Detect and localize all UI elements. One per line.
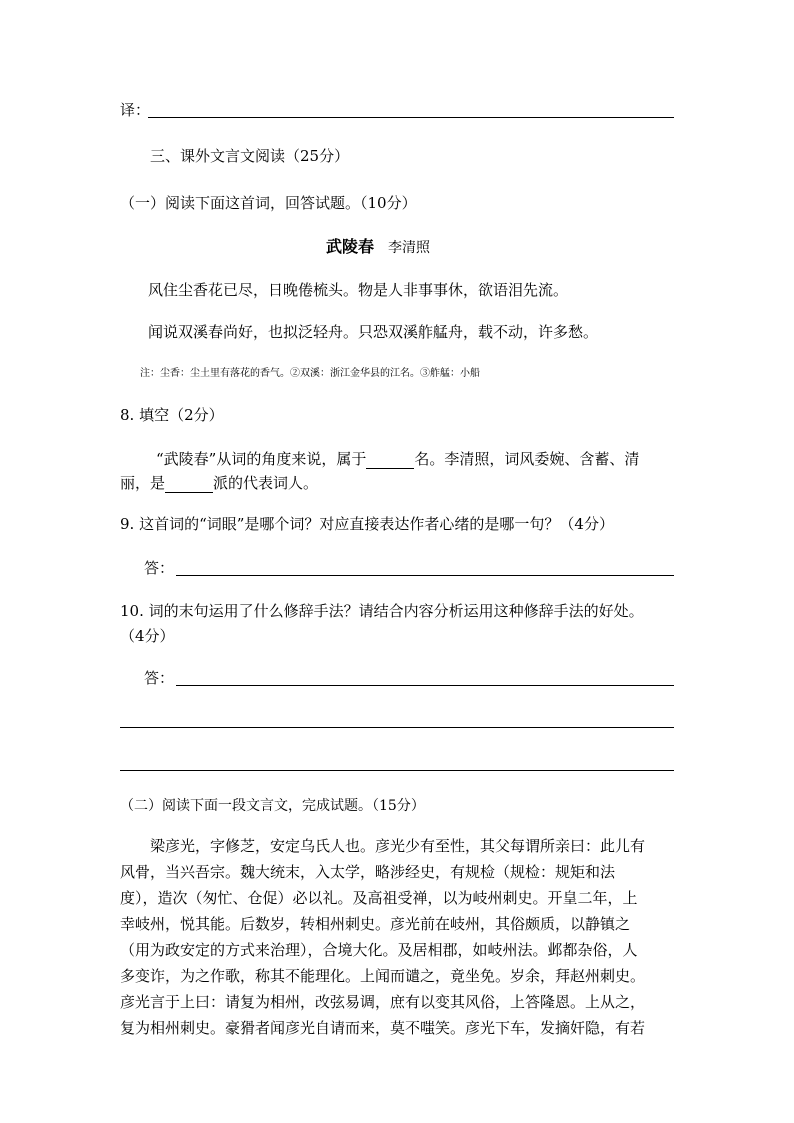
passage-line: 风骨，当兴吾宗。魏大统末，入太学，略涉经史，有规检（规检：规矩和法: [120, 863, 616, 881]
question-10-title: 10. 词的末句运用了什么修辞手法？请结合内容分析运用这种修辞手法的好处。: [120, 602, 644, 620]
question-10-answer-line[interactable]: [120, 727, 674, 728]
q8-text-a: “武陵春”从词的角度来说，属于: [156, 450, 367, 468]
question-10-answer-line[interactable]: [176, 685, 674, 686]
translation-answer-line: [148, 117, 674, 118]
passage-line: 梁彦光，字修芝，安定乌氏人也。彦光少有至性，其父每谓所亲曰：此儿有: [150, 837, 646, 855]
poem-note: 注：尘香：尘土里有落花的香气。②双溪：浙江金华县的江名。③舴艋：小船: [140, 368, 480, 379]
passage-line: 幸岐州，悦其能。后数岁，转相州刺史。彦光前在岐州，其俗颇质，以静镇之: [120, 915, 631, 933]
poem-line: 闻说双溪春尚好，也拟泛轻舟。只恐双溪舴艋舟，载不动，许多愁。: [148, 323, 599, 341]
question-8-line2: [120, 473, 318, 493]
q8-text-d: 派的代表词人。: [213, 474, 319, 492]
fill-blank-2[interactable]: [165, 476, 213, 493]
question-9-answer-label: 答：: [144, 559, 175, 577]
q8-text-c: 丽，是: [120, 474, 166, 492]
question-8-line1: [156, 449, 639, 469]
part1-heading: （一）阅读下面这首词，回答试题。（10分）: [120, 194, 417, 212]
fill-blank-1[interactable]: [366, 452, 414, 469]
passage-line: 复为相州刺史。豪猾者闻彦光自请而来，莫不嗤笑。彦光下车，发摘奸隐，有若: [120, 1019, 646, 1037]
question-10-title-score: （4分）: [120, 627, 175, 645]
q8-text-b: 名。李清照，词风委婉、含蓄、清: [414, 450, 640, 468]
passage-line: 度），造次（匆忙、仓促）必以礼。及高祖受禅，以为岐州刺史。开皇二年，上: [120, 889, 638, 907]
poem-title-block: [326, 234, 430, 257]
part2-heading: （二）阅读下面一段文言文，完成试题。（15分）: [120, 798, 425, 814]
section-heading: 三、课外文言文阅读（25分）: [150, 147, 350, 165]
poem-line: 风住尘香花已尽，日晚倦梳头。物是人非事事休，欲语泪先流。: [148, 281, 569, 299]
passage-line: 彦光言于上曰：请复为相州，改弦易调，庶有以变其风俗，上答隆恩。上从之，: [120, 993, 646, 1011]
question-9-answer-line[interactable]: [176, 575, 674, 576]
passage-line: 多变诈，为之作歌，称其不能理化。上闻而谴之，竟坐免。岁余，拜赵州刺史。: [120, 967, 646, 985]
poem-author: 李清照: [388, 240, 431, 256]
question-8-title: 8. 填空（2分）: [120, 406, 224, 424]
question-10-answer-line[interactable]: [120, 770, 674, 771]
passage-line: （用为政安定的方式来治理），合境大化。及居相郡，如岐州法。邺都杂俗，人: [120, 941, 638, 959]
question-10-answer-label: 答：: [144, 669, 175, 687]
classical-passage: [120, 833, 680, 1041]
poem-title: 武陵春: [326, 237, 375, 256]
translation-label: 译：: [120, 101, 151, 119]
question-9-title: 9. 这首词的“词眼”是哪个词？对应直接表达作者心绪的是哪一句？（4分）: [120, 515, 614, 533]
